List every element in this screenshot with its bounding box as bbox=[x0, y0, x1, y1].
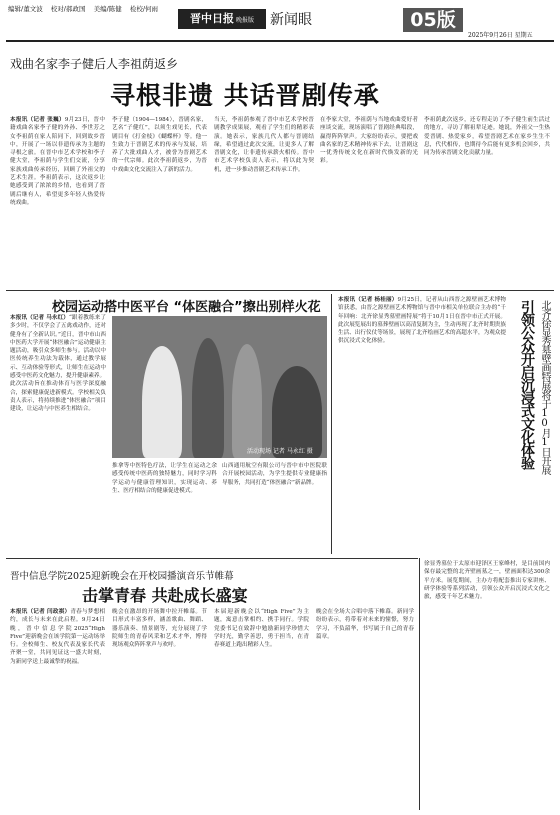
article1-col4: 在李家大堂，李祖荫与当地戏曲爱好者座谈交流，现场演唱了晋剧经典唱段，赢得阵阵掌声。大家纷纷表示，要把戏曲名家的艺术精神传承下去，让晋剧这一优秀传统文化在新时代焕发新的光彩。 bbox=[320, 117, 418, 165]
article1-headline: 寻根非遗 共话晋剧传承 bbox=[110, 81, 380, 110]
article2-col1: 本报讯（记者 马永红）“跟着教练来了多少时，不仅学会了五禽戏动作，还对健身有了全新认识。”近日，晋中市山西中医药大学开展“体医融合”运动健康主题活动，吸引众多师生参与。活动以中医传统养生功法为载体，通过教学展示、互动体验等形式，让师生在运动中感受中医药文化魅力，提升健康素养。 此次活动旨在推动体育与医学深度融合，探索健康促进新模式。学校相关负责人表示，将持续推进“体医融合”项目建设，让运动与中医养生相结合。 bbox=[10, 315, 106, 413]
header-rule bbox=[6, 40, 554, 42]
section-name: 新闻眼 bbox=[270, 12, 312, 28]
article4-col4: 晚会在全场大合唱中落下帷幕。新同学纷纷表示，将带着对未来的憧憬，努力学习，不负韶华，书写属于自己的青春篇章。 bbox=[316, 609, 414, 640]
photo-figure bbox=[232, 344, 262, 458]
issue-date: 2025年9月26日 星期五 bbox=[468, 32, 533, 39]
article1-col1: 本报讯（记者 张巍）9月23日，晋中籍戏曲名家李子健的外孙、李世芳之女李祖荫在家人陪同下，回到故乡晋中，开展了一场以非遗传承为主题的寻根之旅。在晋中市艺术学校和李子健大堂，李祖荫与学生们交流，分享家族戏曲传承经历，回顾了外祖父的艺术生涯。李祖荫表示，这次返乡让她感受到了浓浓的乡情，也看到了晋剧后继有人，希望更多年轻人热爱传统戏曲。 bbox=[10, 117, 105, 206]
article1-col2: 李子健（1904—1984），晋剧名家，艺名“子健红”，以须生戏见长，代表剧目有《打金枝》《蝴蝶杯》等。他一生致力于晋剧艺术的传承与发展，培养了大批戏曲人才，被誉为晋剧艺术的一代宗师。此次李祖荫返乡，为晋中戏曲文化交流注入了新的活力。 bbox=[112, 117, 207, 173]
article2-col2: 推拿等中医特色疗法，让学生在运动之余感受传统中医药的独特魅力，同时学习科学运动与健康管理知识，实现运动、养生、医疗相结合的健康促进模式。 bbox=[112, 463, 217, 494]
editor-credit: 编辑/董文波 bbox=[8, 5, 43, 13]
article4-col2: 晚会在激昂的开场舞中拉开帷幕。节目形式丰富多样，涵盖歌曲、舞蹈、器乐演奏、情景剧等，充分展现了学院师生的青春风采和艺术才华，博得现场观众阵阵掌声与欢呼。 bbox=[112, 609, 207, 649]
page-number: 05版 bbox=[403, 8, 463, 32]
divider bbox=[331, 294, 332, 554]
divider bbox=[419, 558, 420, 810]
article3-col1: 本报讯（记者 杨桂丽）9月25日，记者从山西晋之源壁画艺术博物馆获悉，由晋之源壁画艺术博物馆与晋中市相关单位联合主办的“千年回响：北齐徐显秀墓壁画特展”将于10月1日在晋中市正式开展。此次展览展出的墓葬壁画以高清复制为主，生动再现了北齐时期贵族生活、出行仪仗等场景，展现了北齐绘画艺术的高超水平，为观众提供沉浸式文化体验。 bbox=[338, 297, 506, 345]
article1-col3: 当天，李祖荫参观了晋中市艺术学校晋剧教学成果展，观看了学生们的精彩表演。她表示，家族几代人都与晋剧结缘，希望通过此次交流，让更多人了解晋剧文化，让非遗传承薪火相传。晋中市艺术学校负责人表示，将以此为契机，进一步推动晋剧艺术传承工作。 bbox=[214, 117, 314, 173]
event-photo bbox=[112, 316, 327, 458]
photo-figure bbox=[192, 338, 224, 458]
article1-kicker: 戏曲名家李子健后人李祖荫返乡 bbox=[10, 57, 179, 71]
article4-kicker: 晋中信息学院2025迎新晚会在开校园播演音乐节帷幕 bbox=[10, 571, 234, 582]
article2-col3: 山西通用航空有限公司与晋中市中医院联合开展校园活动，为学生提供专业健康指导服务，共同打造“体医融合”新品牌。 bbox=[222, 463, 327, 486]
article4-headline: 击掌青春 共赴成长盛宴 bbox=[82, 586, 248, 605]
masthead-logo: 晋中日报 晚报版 bbox=[178, 9, 266, 29]
page-header bbox=[0, 0, 560, 44]
photo-figure bbox=[272, 366, 322, 458]
checker-credit: 检校/何雨 bbox=[129, 5, 159, 13]
photo-figure bbox=[142, 346, 182, 458]
proof-credit: 校对/郝政国 bbox=[50, 5, 86, 13]
article1-col5: 李祖荫此次返乡，还专程走访了李子健生前生活过的地方，寻访了解祖辈足迹。她说，外祖父一生热爱晋剧、热爱家乡，希望晋剧艺术在家乡生生不息，代代相传，也期待今后能有更多机会回乡，共同为传承晋剧文化贡献力量。 bbox=[424, 117, 550, 157]
article3-headline: 引领公众开启沉浸式文化体验 bbox=[519, 300, 535, 469]
divider bbox=[6, 558, 418, 559]
article2-headline: 校园运动搭中医平台 “体医融合”擦出别样火花 bbox=[52, 300, 321, 315]
article3-col2: 徐显秀墓位于太原市迎泽区王家峰村，是目前国内保存最完整的北齐壁画墓之一，壁画面积达300余平方米。展览期间，主办方将配套推出专家讲座、研学体验等系列活动，引领公众开启沉浸式文化之旅，感受千年艺术魅力。 bbox=[424, 561, 550, 601]
staff-credits bbox=[8, 4, 164, 13]
article4-col3: 本届迎新晚会以“High Five”为主题，寓意击掌相约、携手同行。学院党委书记在致辞中勉励新同学珍惜大学时光，勤学善思，勇于担当，在青春赛道上跑出精彩人生。 bbox=[214, 609, 309, 649]
article4-col1: 本报讯（记者 闫政祺）青春与梦想相约，成长与未来在此启程。9月24日晚，晋中信息学院2025“High Five”迎新晚会在该学院第一运动场举行。全校师生、校友代表及家长代表齐聚一堂，共同见证这一盛大时刻，为新同学送上最诚挚的祝福。 bbox=[10, 609, 105, 665]
article3-subtitle: 北齐徐显秀墓壁画特展将于10月1日开展 bbox=[539, 300, 550, 474]
divider bbox=[6, 290, 554, 291]
designer-credit: 美编/陈健 bbox=[93, 5, 122, 13]
photo-caption: 活动现场 记者 马永红 摄 bbox=[247, 448, 313, 455]
